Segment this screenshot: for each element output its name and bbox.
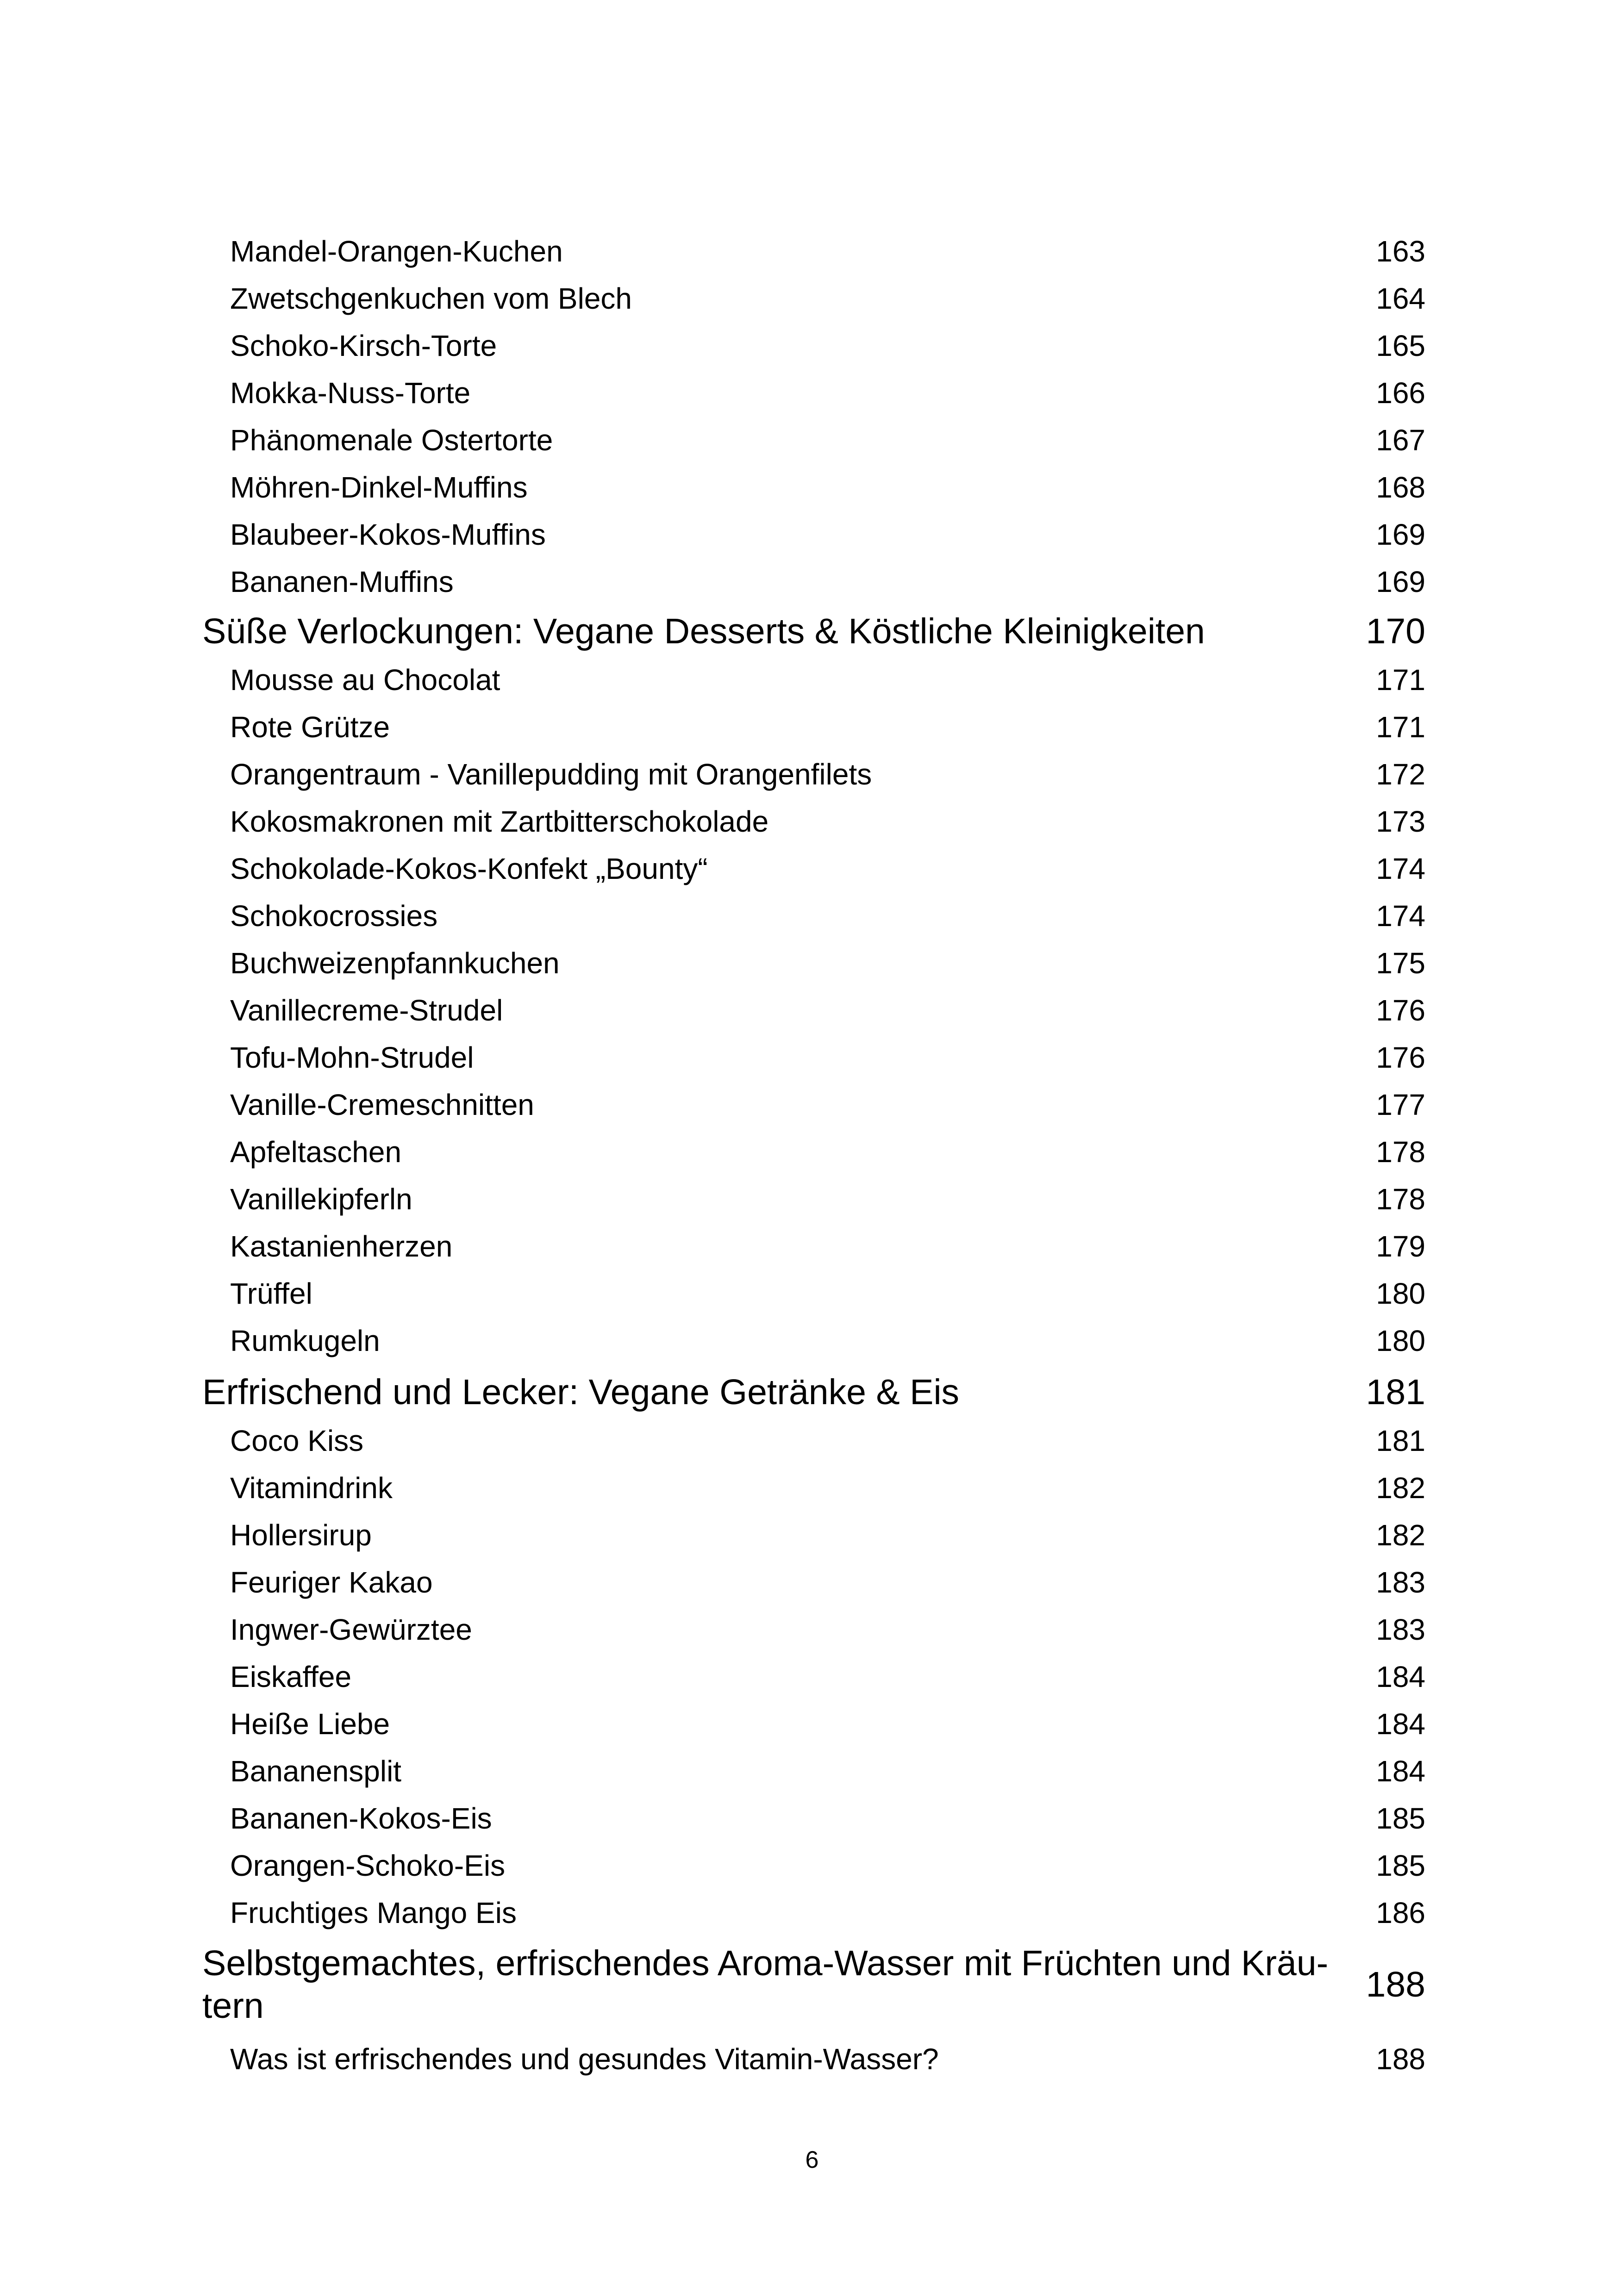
- entry-title: Bananensplit: [230, 1755, 402, 1788]
- page-ref: 166: [1376, 376, 1425, 410]
- entry-title: Buchweizenpfannkuchen: [230, 946, 560, 980]
- page-ref: 168: [1376, 471, 1425, 504]
- entry-title: Zwetschgenkuchen vom Blech: [230, 282, 632, 315]
- page-ref: 169: [1376, 565, 1425, 598]
- page-ref: 173: [1376, 805, 1425, 838]
- page-ref: 174: [1376, 899, 1425, 933]
- section-title: Süße Verlockungen: Vegane Desserts & Köstliche Kleinigkeiten: [202, 611, 1205, 651]
- entry-title: Vanille-Cremeschnitten: [230, 1088, 534, 1121]
- page-ref: 179: [1376, 1230, 1425, 1263]
- page-ref: 175: [1376, 946, 1425, 980]
- entry-title: Rote Grütze: [230, 710, 390, 744]
- entry-title: Schokocrossies: [230, 899, 438, 933]
- entry-title: Heiße Liebe: [230, 1707, 390, 1741]
- entry-title: Orangen-Schoko-Eis: [230, 1849, 506, 1882]
- entry-title: Blaubeer-Kokos-Muffins: [230, 518, 546, 551]
- entry-title: Ingwer-Gewürztee: [230, 1613, 472, 1646]
- entry-title: Tofu-Mohn-Strudel: [230, 1041, 474, 1074]
- page-ref: 185: [1376, 1849, 1425, 1882]
- page-number: 6: [805, 2147, 819, 2173]
- entry-title: Vanillecreme-Strudel: [230, 994, 503, 1027]
- page-ref: 180: [1376, 1324, 1425, 1357]
- page-ref: 163: [1376, 235, 1425, 268]
- page-ref: 178: [1376, 1135, 1425, 1169]
- page-ref: 188: [1376, 2042, 1425, 2076]
- entry-title: Bananen-Kokos-Eis: [230, 1802, 492, 1835]
- page-ref: 186: [1376, 1896, 1425, 1929]
- entry-title: Kastanienherzen: [230, 1230, 453, 1263]
- page-ref: 182: [1376, 1518, 1425, 1552]
- page-ref: 171: [1376, 663, 1425, 697]
- page-ref: 184: [1376, 1707, 1425, 1741]
- entry-title: Fruchtiges Mango Eis: [230, 1896, 517, 1929]
- entry-title: Schoko-Kirsch-Torte: [230, 329, 497, 362]
- page-ref: 183: [1376, 1613, 1425, 1646]
- entry-title: Coco Kiss: [230, 1424, 364, 1457]
- page-ref: 174: [1376, 852, 1425, 885]
- entry-title: Vitamindrink: [230, 1471, 393, 1505]
- page-ref: 164: [1376, 282, 1425, 315]
- page-ref: 165: [1376, 329, 1425, 362]
- page-ref: 176: [1376, 994, 1425, 1027]
- page-ref: 170: [1366, 611, 1425, 651]
- entry-title: Mandel-Orangen-Kuchen: [230, 235, 563, 268]
- page-ref: 169: [1376, 518, 1425, 551]
- page-ref: 183: [1376, 1566, 1425, 1599]
- entry-title: Kokosmakronen mit Zartbitterschokolade: [230, 805, 769, 838]
- page-ref: 181: [1376, 1424, 1425, 1457]
- entry-title: Feuriger Kakao: [230, 1566, 433, 1599]
- entry-title: Mokka-Nuss-Torte: [230, 376, 471, 410]
- page-ref: 184: [1376, 1755, 1425, 1788]
- entry-title: Trüffel: [230, 1277, 312, 1310]
- section-title: Erfrischend und Lecker: Vegane Getränke & Eis: [202, 1372, 960, 1412]
- entry-title: Orangentraum - Vanillepudding mit Orangenfilets: [230, 758, 872, 791]
- entry-title: Vanillekipferln: [230, 1182, 412, 1216]
- page-ref: 184: [1376, 1660, 1425, 1693]
- entry-title: Mousse au Chocolat: [230, 663, 500, 697]
- page-ref: 177: [1376, 1088, 1425, 1121]
- entry-title: Schokolade-Kokos-Konfekt „Bounty“: [230, 852, 708, 885]
- page-ref: 185: [1376, 1802, 1425, 1835]
- page-ref: 180: [1376, 1277, 1425, 1310]
- entry-title: Hollersirup: [230, 1518, 372, 1552]
- page-ref: 182: [1376, 1471, 1425, 1505]
- page-ref: 181: [1366, 1372, 1425, 1412]
- entry-title: Eiskaffee: [230, 1660, 352, 1693]
- page-ref: 167: [1376, 423, 1425, 457]
- section-title: Selbstgemachtes, erfrischendes Aroma-Wasser mit Früchten und Kräu- tern: [202, 1943, 1329, 2026]
- entry-title: Phänomenale Ostertorte: [230, 423, 553, 457]
- page-ref: 176: [1376, 1041, 1425, 1074]
- page-ref: 188: [1366, 1965, 1425, 2004]
- page-ref: 178: [1376, 1182, 1425, 1216]
- page-ref: 171: [1376, 710, 1425, 744]
- entry-title: Rumkugeln: [230, 1324, 380, 1357]
- entry-title: Apfeltaschen: [230, 1135, 402, 1169]
- entry-title: Möhren-Dinkel-Muffins: [230, 471, 528, 504]
- entry-title: Was ist erfrischendes und gesundes Vitamin-Wasser?: [230, 2042, 939, 2076]
- page-ref: 172: [1376, 758, 1425, 791]
- entry-title: Bananen-Muffins: [230, 565, 454, 598]
